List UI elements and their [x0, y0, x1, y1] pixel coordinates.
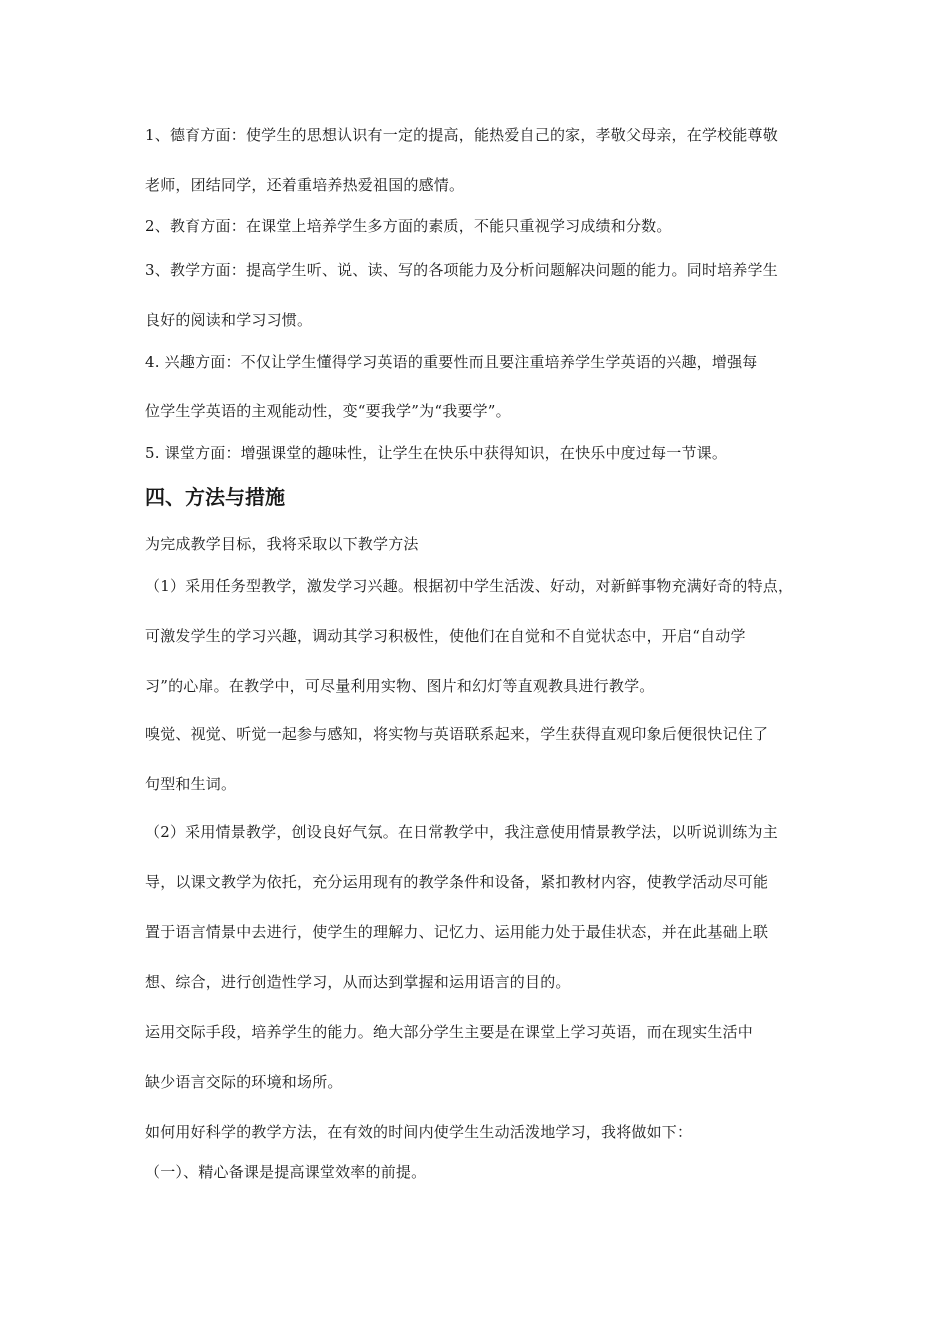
- paragraph-line: 2、教育方面：在课堂上培养学生多方面的素质，不能只重视学习成绩和分数。: [145, 217, 672, 235]
- paragraph-line: 5. 课堂方面：增强课堂的趣味性，让学生在快乐中获得知识，在快乐中度过每一节课。: [145, 444, 728, 462]
- paragraph-line: 可激发学生的学习兴趣，调动其学习积极性，使他们在自觉和不自觉状态中，开启“自动学: [145, 627, 746, 645]
- paragraph-line: （1）采用任务型教学，激发学习兴趣。根据初中学生活泼、好动，对新鲜事物充满好奇的特点，: [145, 577, 794, 595]
- paragraph-line: 想、综合，进行创造性学习，从而达到掌握和运用语言的目的。: [145, 973, 571, 991]
- paragraph-line: 句型和生词。: [145, 775, 237, 793]
- paragraph-line: 为完成教学目标，我将采取以下教学方法: [145, 535, 419, 553]
- paragraph-line: 运用交际手段，培养学生的能力。绝大部分学生主要是在课堂上学习英语，而在现实生活中: [145, 1023, 754, 1041]
- paragraph-line: 3、教学方面：提高学生听、说、读、写的各项能力及分析问题解决问题的能力。同时培养学生: [145, 261, 778, 279]
- paragraph-line: 位学生学英语的主观能动性，变“要我学”为“我要学”。: [145, 402, 511, 420]
- paragraph-line: 如何用好科学的教学方法，在有效的时间内使学生生动活泼地学习，我将做如下：: [145, 1123, 693, 1141]
- paragraph-line: 1、德育方面：使学生的思想认识有一定的提高，能热爱自己的家，孝敬父母亲，在学校能尊敬: [145, 126, 778, 144]
- paragraph-line: 4. 兴趣方面：不仅让学生懂得学习英语的重要性而且要注重培养学生学英语的兴趣，增强每: [145, 353, 758, 371]
- section-heading: 四、方法与措施: [145, 485, 285, 509]
- paragraph-line: （2）采用情景教学，创设良好气氛。在日常教学中，我注意使用情景教学法，以听说训练为主: [145, 823, 778, 841]
- paragraph-line: 导，以课文教学为依托，充分运用现有的教学条件和设备，紧扣教材内容，使教学活动尽可能: [145, 873, 769, 891]
- paragraph-line: 良好的阅读和学习习惯。: [145, 311, 313, 329]
- paragraph-line: （一）、精心备课是提高课堂效率的前提。: [145, 1163, 427, 1181]
- paragraph-line: 习”的心扉。在教学中，可尽量利用实物、图片和幻灯等直观教具进行教学。: [145, 677, 655, 695]
- paragraph-line: 置于语言情景中去进行，使学生的理解力、记忆力、运用能力处于最佳状态，并在此基础上联: [145, 923, 769, 941]
- paragraph-line: 缺少语言交际的环境和场所。: [145, 1073, 343, 1091]
- paragraph-line: 嗅觉、视觉、听觉一起参与感知，将实物与英语联系起来，学生获得直观印象后便很快记住了: [145, 725, 769, 743]
- paragraph-line: 老师，团结同学，还着重培养热爱祖国的感情。: [145, 176, 465, 194]
